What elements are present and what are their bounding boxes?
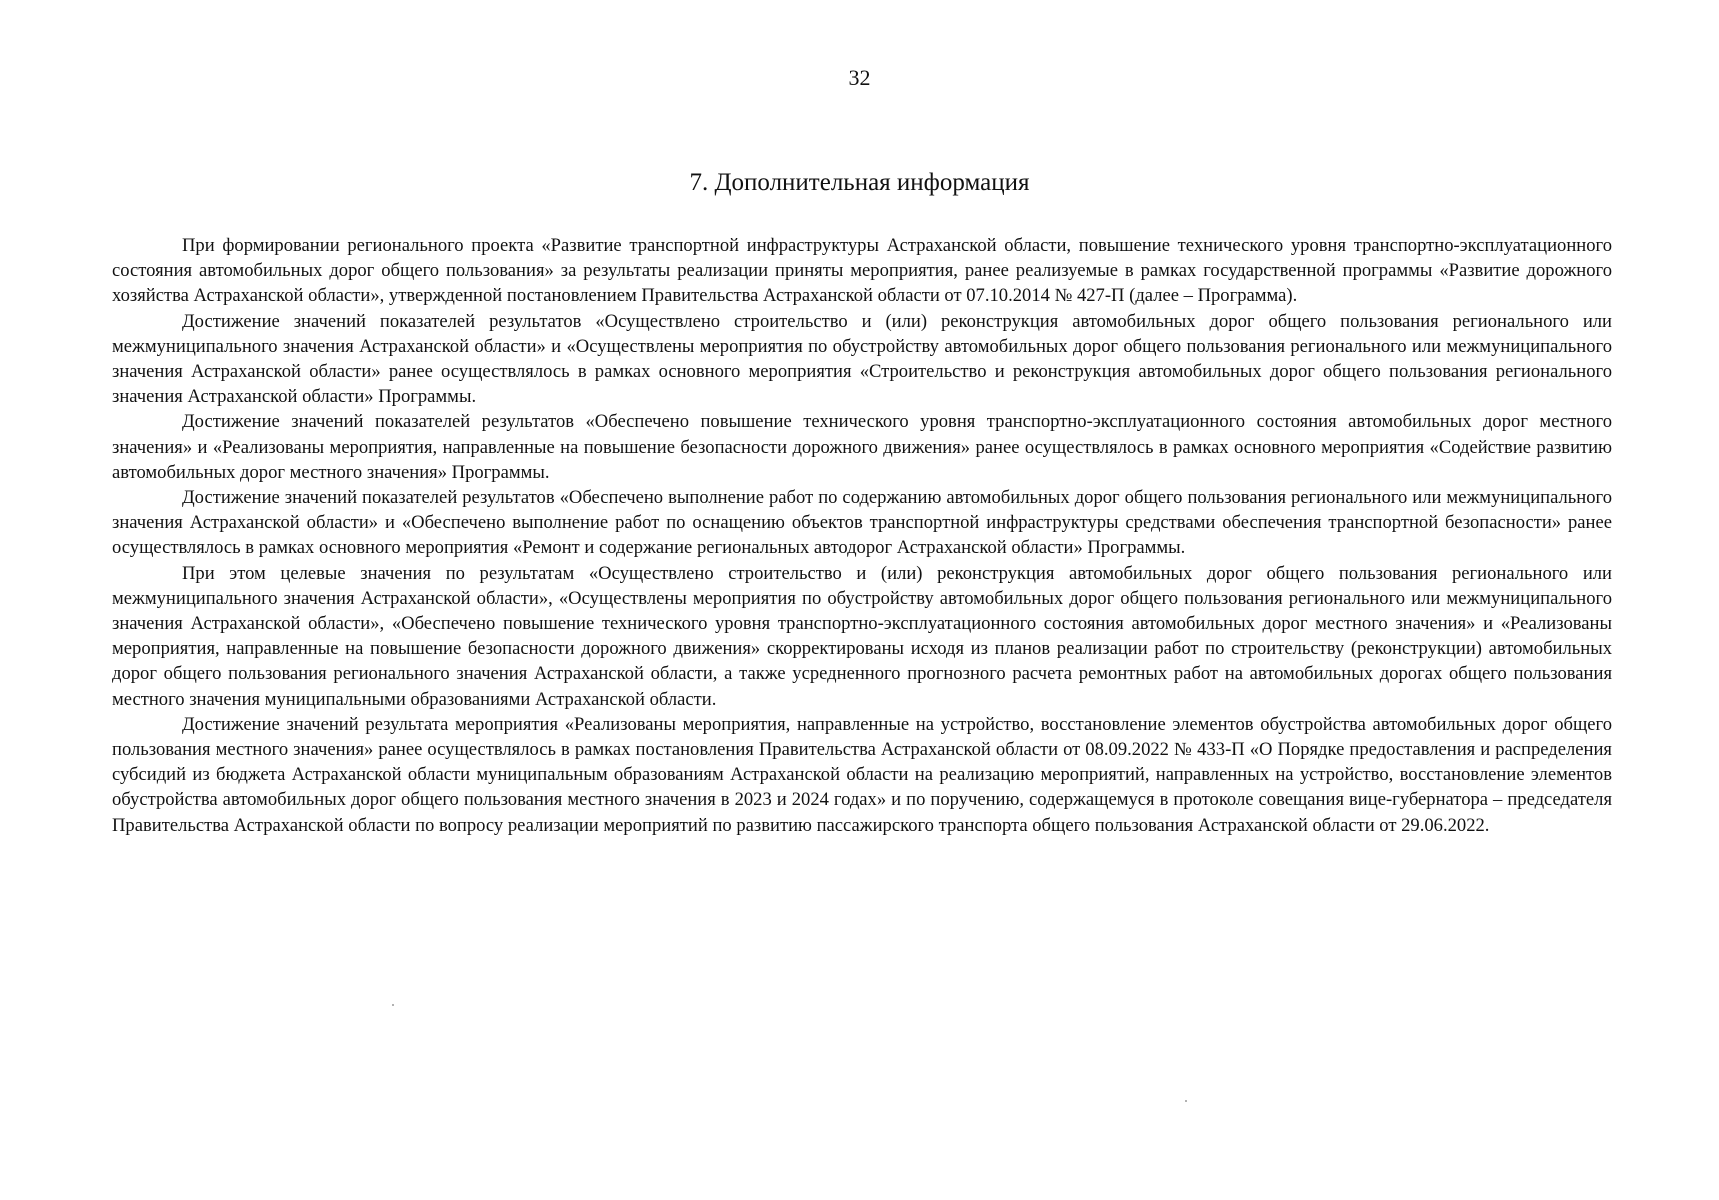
paragraph-arrangement-results: Достижение значений результата мероприятия «Реализованы мероприятия, направленные на устройство, восстановление элементов обустройства автомобильных дорог общего пользования местного значения» ранее осуществлялось в рамках постановления Правительства Астраханской области от 08.09.2022 № 433-П «О Порядке предоставления и распределения субсидий из бюджета Астраханской области муниципальным образованиям Астраханской области на реализацию мероприятий, направленных на устройство, восстановление элементов обустройства автомобильных дорог общего пользования местного значения в 2023 и 2024 годах» и по поручению, содержащемуся в протоколе совещания вице-губернатора – председателя Правительства Астраханской области по вопросу реализации мероприятий по развитию пассажирского транспорта общего пользования Астраханской области от 29.06.2022.	[112, 713, 1612, 836]
section-title: 7. Дополнительная информация	[689, 169, 1030, 196]
body-text	[112, 233, 1612, 838]
page-number: 32	[848, 65, 871, 90]
paragraph-project-formation: При формировании регионального проекта «Развитие транспортной инфраструктуры Астраханской области, повышение технического уровня транспортно-эксплуатационного состояния автомобильных дорог общего пользования» за результаты реализации приняты мероприятия, ранее реализуемые в рамках государственной программы «Развитие дорожного хозяйства Астраханской области», утвержденной постановлением Правительства Астраханской области от 07.10.2014 № 427-П (далее – Программа).	[112, 235, 1612, 307]
scan-speck	[392, 1004, 394, 1006]
paragraph-construction-results: Достижение значений показателей результатов «Осуществлено строительство и (или) реконструкция автомобильных дорог общего пользования регионального или межмуниципального значения Астраханской области» и «Осуществлены мероприятия по обустройству автомобильных дорог общего пользования регионального или межмуниципального значения Астраханской области» ранее осуществлялось в рамках основного мероприятия «Строительство и реконструкция автомобильных дорог общего пользования регионального значения Астраханской области» Программы.	[112, 310, 1612, 408]
paragraph-local-roads-results: Достижение значений показателей результатов «Обеспечено повышение технического уровня транспортно-эксплуатационного состояния автомобильных дорог местного значения» и «Реализованы мероприятия, направленные на повышение безопасности дорожного движения» ранее осуществлялось в рамках основного мероприятия «Содействие развитию автомобильных дорог местного значения» Программы.	[112, 411, 1612, 483]
paragraph-maintenance-results: Достижение значений показателей результатов «Обеспечено выполнение работ по содержанию автомобильных дорог общего пользования регионального или межмуниципального значения Астраханской области» и «Обеспечено выполнение работ по оснащению объектов транспортной инфраструктуры средствами обеспечения транспортной безопасности» ранее осуществлялось в рамках основного мероприятия «Ремонт и содержание региональных автодорог Астраханской области» Программы.	[112, 487, 1612, 559]
scan-speck	[1185, 1100, 1187, 1102]
paragraph-target-values: При этом целевые значения по результатам «Осуществлено строительство и (или) реконструкция автомобильных дорог общего пользования регионального или межмуниципального значения Астраханской области», «Осуществлены мероприятия по обустройству автомобильных дорог общего пользования регионального или межмуниципального значения Астраханской области», «Обеспечено повышение технического уровня транспортно-эксплуатационного состояния автомобильных дорог местного значения» и «Реализованы мероприятия, направленные на повышение безопасности дорожного движения» скорректированы исходя из планов реализации работ по строительству (реконструкции) автомобильных дорог общего пользования регионального значения Астраханской области, а также усредненного прогнозного расчета ремонтных работ на автомобильных дорогах общего пользования местного значения муниципальными образованиями Астраханской области.	[112, 562, 1612, 710]
